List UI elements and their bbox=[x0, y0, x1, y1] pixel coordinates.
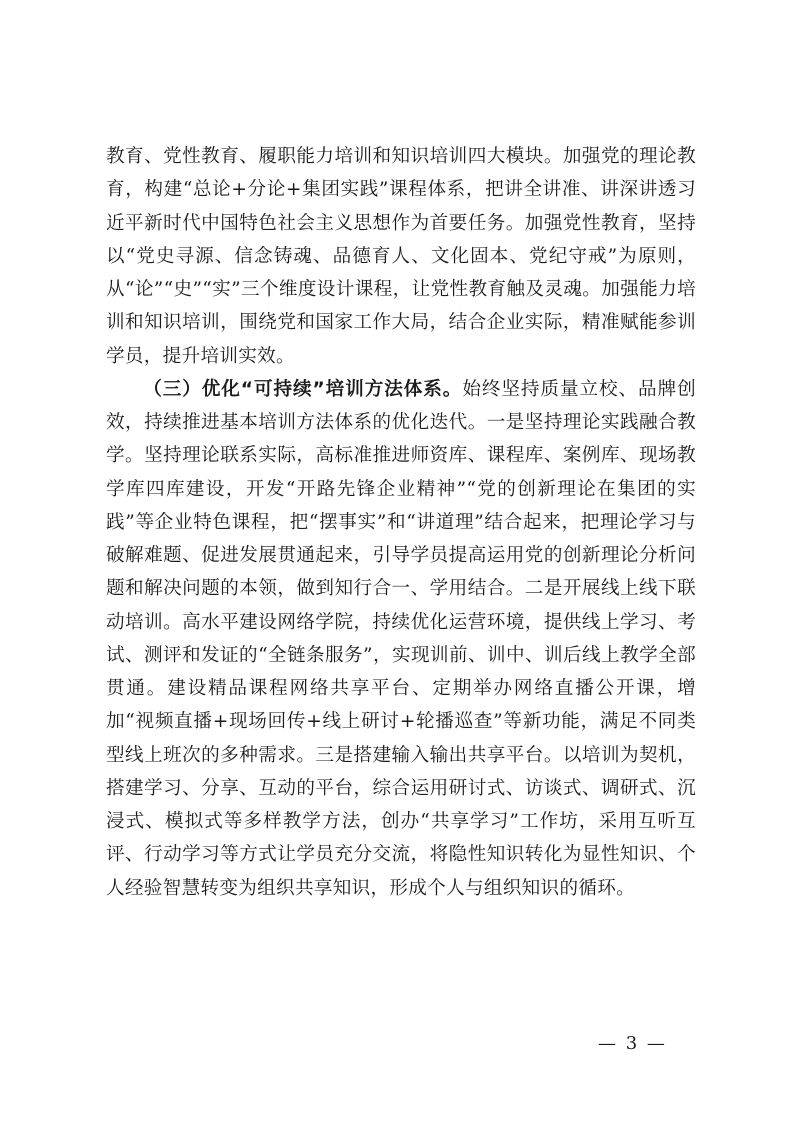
section-heading: （三）优化“可持续”培训方法体系。 bbox=[143, 378, 463, 400]
paragraph-1: 教育、党性教育、履职能力培训和知识培训四大模块。加强党的理论教育，构建“总论+分论+集团实践”课程体系，把讲全讲准、讲深讲透习近平新时代中国特色社会主义思想作为首要任务。加强党性教育，坚持以“党史寻源、信念铸魂、品德育人、文化固本、党纪守戒”为原则，从“论”“史”“实”三个维度设计课程，让党性教育触及灵魂。加强能力培训和知识培训，围绕党和国家工作大局，结合企业实际，精准赋能参训学员，提升培训实效。 bbox=[106, 146, 696, 367]
body-text bbox=[106, 140, 696, 905]
page-number: — 3 — bbox=[598, 1033, 667, 1054]
paragraph-2-body: 始终坚持质量立校、品牌创效，持续推进基本培训方法体系的优化迭代。一是坚持理论实践融合教学。坚持理论联系实际，高标准推进师资库、课程库、案例库、现场教学库四库建设，开发“开路先锋企业精神”“党的创新理论在集团的实践”等企业特色课程，把“摆事实”和“讲道理”结合起来，把理论学习与破解难题、促进发展贯通起来，引导学员提高运用党的创新理论分析问题和解决问题的本领，做到知行合一、学用结合。二是开展线上线下联动培训。高水平建设网络学院，持续优化运营环境，提供线上学习、考试、测评和发证的“全链条服务”，实现训前、训中、训后线上教学全部贯通。建设精品课程网络共享平台、定期举办网络直播公开课，增加“视频直播+现场回传+线上研讨+轮播巡查”等新功能，满足不同类型线上班次的多种需求。三是搭建输入输出共享平台。以培训为契机，搭建学习、分享、互动的平台，综合运用研讨式、访谈式、调研式、沉浸式、模拟式等多样教学方法，创办“共享学习”工作坊，采用互听互评、行动学习等方式让学员充分交流，将隐性知识转化为显性知识、个人经验智慧转变为组织共享知识，形成个人与组织知识的循环。 bbox=[106, 378, 696, 899]
paragraph-2 bbox=[106, 373, 696, 905]
